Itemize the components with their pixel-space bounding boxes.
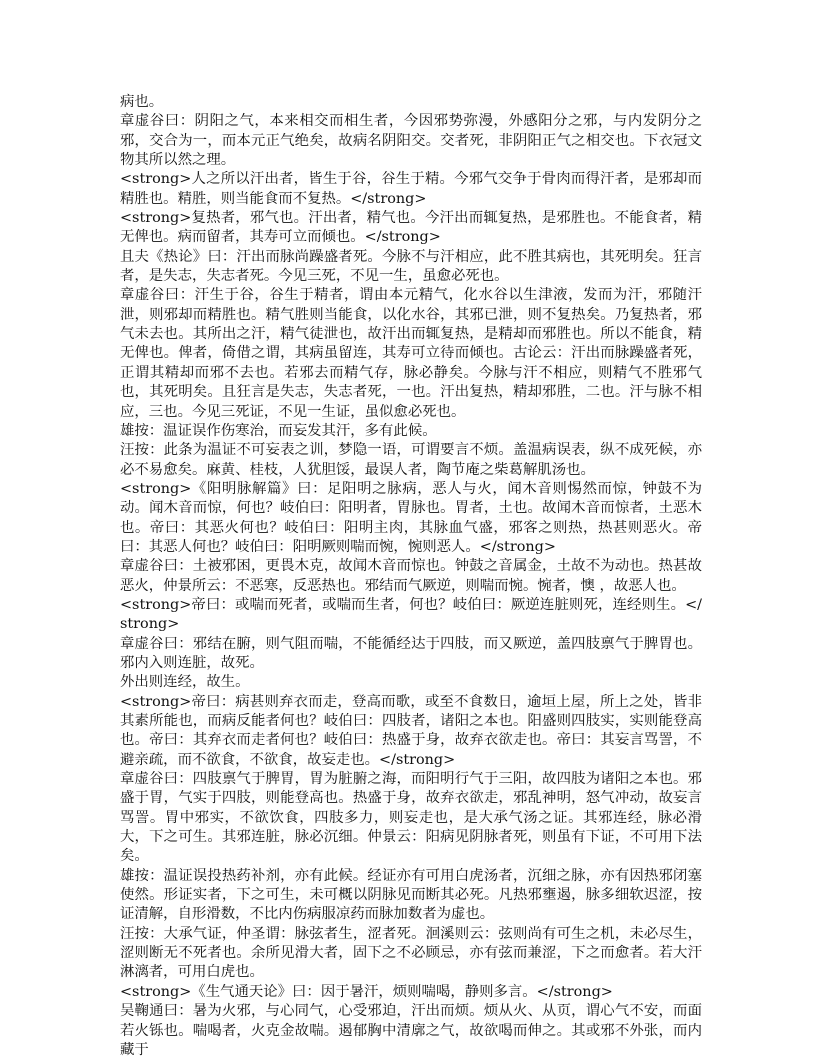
- paragraph: 雄按：温证误作伤寒治，而妄发其汗，多有此候。: [120, 422, 437, 439]
- paragraph: 章虚谷曰：阴阳之气，本来相交而相生者，今因邪势弥漫，外感阳分之邪，与内发阴分之邪，交合为一，而本元正气绝矣，故病名阴阳交。交者死，非阴阳正气之相交也。下衣冠文物其所以然之理。: [120, 113, 702, 169]
- paragraph: 雄按：温证误投热药补剂，亦有此候。经证亦有可用白虎汤者，沉细之脉，亦有因热邪闭塞使然。形证实者，下之可生，未可概以阴脉见而断其必死。凡热邪壅遏，脉多细软迟涩，按证清解，自形滑数，不比内伤病服凉药而脉加数者为虚也。: [120, 867, 702, 923]
- paragraph: 病也。: [120, 94, 164, 110]
- paragraph: 且夫《热论》曰：汗出而脉尚躁盛者死。今脉不与汗相应，此不胜其病也，其死明矣。狂言者，是失志，失志者死。今见三死，不见一生，虽愈必死也。: [120, 248, 702, 285]
- paragraph: 章虚谷曰：四肢禀气于脾胃，胃为脏腑之海，而阳明行气于三阳，故四肢为诸阳之本也。邪盛于胃，气实于四肢，则能登高也。热盛于身，故弃衣欲走，邪乱神明，怒气冲动，故妄言骂詈。胃中邪实，不欲饮食，四肢多力，则妄走也，是大承气汤之证。其邪连经，脉必滑大，下之可生。其邪连脏，脉必沉细。仲景云：阳病见阴脉者死，则虽有下证，不可用下法矣。: [120, 771, 702, 865]
- paragraph: 汪按：此条为温证不可妄表之训，梦隐一语，可谓要言不烦。盖温病误表，纵不成死候，亦必不易愈矣。麻黄、桂枝，人犹胆馁，最误人者，陶节庵之柴葛解肌汤也。: [120, 442, 702, 478]
- paragraph: <strong>《生气通天论》曰：因于暑汗，烦则喘喝，静则多言。</strong>: [120, 983, 613, 1000]
- paragraph: <strong>《阳明脉解篇》曰：足阳明之脉病，恶人与火，闻木音则惕然而惊，钟鼓不为动。闻木音而惊，何也？岐伯曰：阳明者，胃脉也。胃者，土也。故闻木音而惊者，土恶木也。帝曰：其恶火何也？岐伯曰：阳明主肉，其脉血气盛，邪客之则热，热甚则恶火。帝曰：其恶人何也？岐伯曰：阳明厥则喘而惋，惋则恶人。</strong>: [120, 480, 702, 555]
- paragraph: 章虚谷曰：邪结在腑，则气阻而喘，不能循经达于四肢，而又厥逆，盖四肢禀气于脾胃也。邪内入则连脏，故死。: [120, 635, 702, 671]
- paragraph: 汪按：大承气证，仲圣谓：脉弦者生，涩者死。洄溪则云：弦则尚有可生之机，未必尽生，涩则断无不死者也。余所见滑大者，固下之不必顾忌，亦有弦而兼涩，下之而愈者。若大汗淋漓者，可用白虎也。: [120, 925, 702, 981]
- paragraph: 章虚谷曰：土被邪困，更畏木克，故闻木音而惊也。钟鼓之音属金，土故不为动也。热甚故恶火，仲景所云：不恶寒，反恶热也。邪结而气厥逆，则喘而惋。惋者，懊 ，故恶人也。: [120, 558, 702, 594]
- paragraph: <strong>复热者，邪气也。汗出者，精气也。今汗出而辄复热，是邪胜也。不能食者，精无俾也。病而留者，其寿可立而倾也。</strong>: [120, 210, 702, 246]
- paragraph: <strong>帝曰：或喘而死者，或喘而生者，何也？岐伯曰：厥逆连脏则死，连经则生。</strong>: [120, 596, 702, 633]
- document-body: [120, 93, 702, 1060]
- paragraph: 吴鞠通曰：暑为火邪，与心同气，心受邪迫，汗出而烦。烦从火、从页，谓心气不安，而面若火铄也。喘喝者，火克金故喘。遏郁胸中清廓之气，故欲喝而伸之。其或邪不外张，而内藏于: [120, 1003, 702, 1058]
- paragraph: <strong>帝曰：病甚则弃衣而走，登高而歌，或至不食数日，逾垣上屋，所上之处，皆非其素所能也，而病反能者何也？岐伯曰：四肢者，诸阳之本也。阳盛则四肢实，实则能登高也。帝曰：其弃衣而走者何也？岐伯曰：热盛于身，故弃衣欲走也。帝曰：其妄言骂詈，不避亲疏，而不欲食，不欲食，故妄走也。</strong>: [120, 693, 702, 768]
- paragraph: <strong>人之所以汗出者，皆生于谷，谷生于精。今邪气交争于骨肉而得汗者，是邪却而精胜也。精胜，则当能食而不复热。</strong>: [120, 171, 702, 207]
- paragraph: 外出则连经，故生。: [120, 674, 250, 691]
- paragraph: 章虚谷曰：汗生于谷，谷生于精者，谓由本元精气，化水谷以生津液，发而为汗，邪随汗泄，则邪却而精胜也。精气胜则当能食，以化水谷，其邪已泄，则不复热矣。乃复热者，邪气未去也。其所出之汗，精气徒泄也，故汗出而辄复热，是精却而邪胜也。所以不能食，精无俾也。俾者，倚借之谓，其病虽留连，其寿可立待而倾也。古论云：汗出而脉躁盛者死，正谓其精却而邪不去也。若邪去而精气存，脉必静矣。今脉与汗不相应，则精气不胜邪气也，其死明矣。且狂言是失志，失志者死，一也。汗出复热，精却邪胜，二也。汗与脉不相应，三也。今见三死证，不见一生证，虽似愈必死也。: [120, 287, 702, 420]
